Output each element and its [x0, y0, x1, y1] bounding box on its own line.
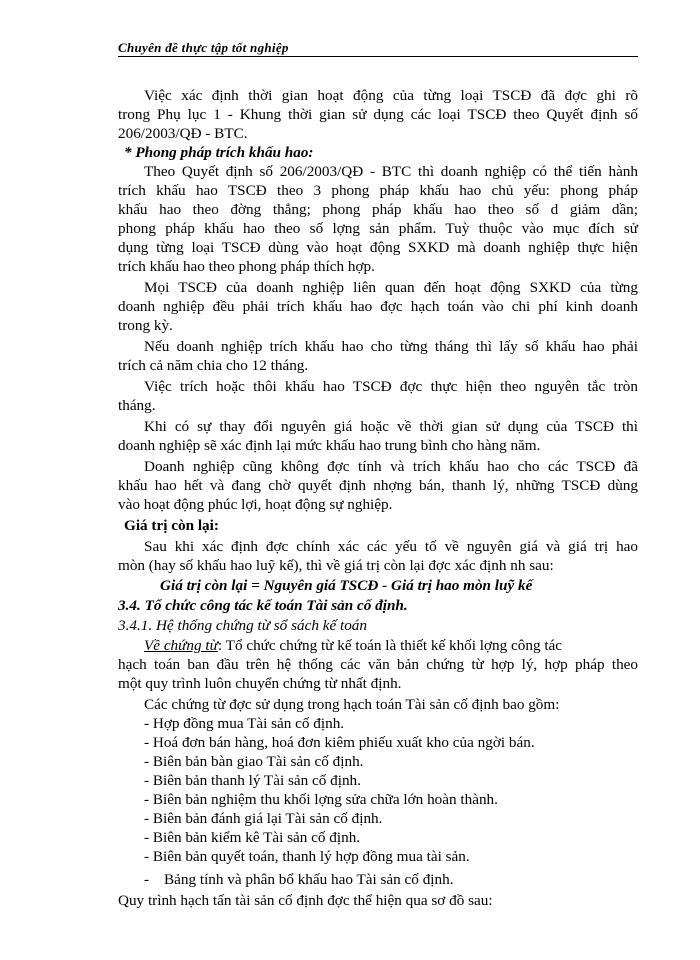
paragraph-line: Theo Quyết định số 206/2003/QĐ - BTC thì doanh nghiệp có thể tiến hành — [144, 163, 638, 180]
paragraph-line: doanh nghiệp đều phải trích khấu hao đợc hạch toán vào chi phí kinh doanh — [118, 298, 638, 315]
paragraph-line: một quy trình luôn chuyển chứng từ nhất định. — [118, 675, 402, 692]
paragraph-line: Khi có sự thay đổi nguyên giá hoặc về thời gian sử dụng của TSCĐ thì — [144, 418, 638, 435]
paragraph-line: dụng từng loại TSCĐ dùng vào hoạt động SXKD mà doanh nghiệp thực hiện — [118, 239, 638, 256]
list-item: Bảng tính và phân bổ khấu hao Tài sản cố định. — [164, 871, 454, 888]
paragraph-line: Mọi TSCĐ của doanh nghiệp liên quan đến hoạt động SXKD của từng — [144, 279, 638, 296]
list-item: - Biên bản quyết toán, thanh lý hợp đồng mua tài sản. — [144, 848, 470, 865]
paragraph-line — [144, 636, 562, 655]
lead-term: Về chứng từ — [144, 637, 218, 654]
paragraph-line: tháng. — [118, 397, 156, 414]
paragraph-line: Các chứng từ đợc sử dụng trong hạch toán Tài sản cố định bao gồm: — [144, 696, 560, 713]
section-heading-3-4-1: 3.4.1. Hệ thống chứng từ sổ sách kế toán — [118, 617, 367, 634]
paragraph-line: doanh nghiệp sẽ xác định lại mức khấu hao trung bình cho hàng năm. — [118, 437, 541, 454]
paragraph-line: Việc xác định thời gian hoạt động của từng loại TSCĐ đã đợc ghi rõ — [144, 87, 638, 104]
paragraph-line: phong pháp khấu hao theo số lợng sản phẩm. Tuỳ thuộc vào mục đích sử — [118, 220, 638, 237]
bullet-dash: - — [144, 871, 150, 888]
paragraph-line: Sau khi xác định đợc chính xác các yếu tố về nguyên giá và giá trị hao — [144, 538, 638, 555]
section-heading-residual: Giá trị còn lại: — [124, 517, 219, 534]
list-item: - Biên bản bàn giao Tài sản cố định. — [144, 753, 364, 770]
formula-line: Giá trị còn lại = Nguyên giá TSCĐ - Giá trị hao mòn luỹ kế — [160, 577, 533, 594]
paragraph-line: Việc trích hoặc thôi khấu hao TSCĐ đợc thực hiện theo nguyên tắc tròn — [144, 378, 638, 395]
lead-rest: : Tổ chức chứng từ kế toán là thiết kế khối lợng công tác — [217, 637, 563, 654]
paragraph-line: vào hoạt động phúc lợi, hoạt động sự nghiệp. — [118, 496, 393, 513]
header-title: Chuyên đề thực tập tốt nghiệp — [118, 40, 289, 55]
list-item: - Hợp đồng mua Tài sản cố định. — [144, 715, 345, 732]
paragraph-line: trong Phụ lục 1 - Khung thời gian sử dụng các loại TSCĐ theo Quyết định số — [118, 106, 638, 123]
header-rule — [118, 56, 638, 57]
section-heading-3-4: 3.4. Tổ chức công tác kế toán Tài sản cố định. — [118, 597, 408, 614]
paragraph-line: khấu hao theo đờng thẳng; phong pháp khấu hao theo số d giảm dần; — [118, 201, 638, 218]
page-header — [118, 38, 638, 60]
list-item: - Biên bản đánh giá lại Tài sản cố định. — [144, 810, 383, 827]
list-item: - Hoá đơn bán hàng, hoá đơn kiêm phiếu xuất kho của ngời bán. — [144, 734, 535, 751]
paragraph-line: Quy trình hạch tấn tài sản cố định đợc thể hiện qua sơ đồ sau: — [118, 892, 493, 909]
paragraph-line: trích khấu hao TSCĐ theo 3 phong pháp khấu hao chủ yếu: phong pháp — [118, 182, 638, 199]
paragraph-line: hạch toán ban đầu trên hệ thống các văn bản chứng từ hợp lý, hợp pháp theo — [118, 656, 638, 673]
paragraph-line: Doanh nghiệp cũng không đợc tính và trích khấu hao cho các TSCĐ đã — [144, 458, 638, 475]
paragraph-line: trong kỳ. — [118, 317, 173, 334]
paragraph-line: trích khấu hao theo phong pháp thích hợp. — [118, 258, 375, 275]
paragraph-line: Nếu doanh nghiệp trích khấu hao cho từng tháng thì lấy số khấu hao phải — [144, 338, 638, 355]
paragraph-line: trích cả năm chia cho 12 tháng. — [118, 357, 309, 374]
paragraph-line: 206/2003/QĐ - BTC. — [118, 125, 248, 142]
paragraph-line: khấu hao hết và đang chờ quyết định nhợng bán, thanh lý, những TSCĐ dùng — [118, 477, 638, 494]
section-heading-method: * Phong pháp trích khấu hao: — [124, 144, 314, 161]
list-item: - Biên bản thanh lý Tài sản cố định. — [144, 772, 361, 789]
list-item: - Biên bản kiểm kê Tài sản cố định. — [144, 829, 361, 846]
paragraph-line: mòn (hay số khấu hao luỹ kế), thì về giá trị còn lại đợc xác định nh sau: — [118, 557, 554, 574]
list-item: - Biên bản nghiệm thu khối lợng sửa chữa lớn hoàn thành. — [144, 791, 498, 808]
